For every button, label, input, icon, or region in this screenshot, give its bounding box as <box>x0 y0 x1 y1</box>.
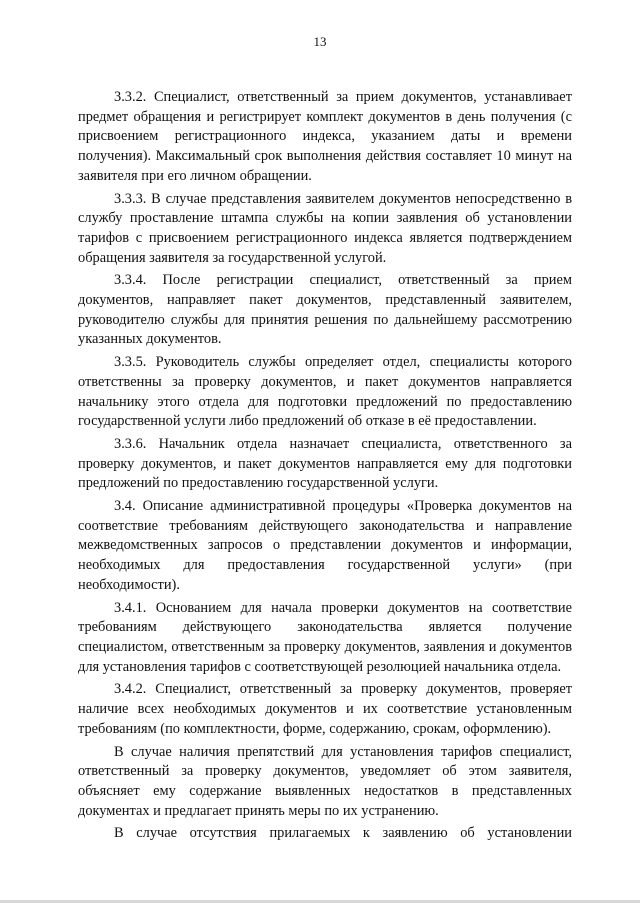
paragraph-3-3-5: 3.3.5. Руководитель службы определяет отдел, специалисты которого ответственны за проверку документов, и пакет документов направляется начальнику этого отдела для подготовки предложений по предоставлению государственной услуги либо предложений об отказе в её предоставлении. <box>78 354 572 430</box>
paragraph-3-4-2: 3.4.2. Специалист, ответственный за проверку документов, проверяет наличие всех необходимых документов и их соответствие установленным требованиям (по комплектности, форме, содержанию, срокам, оформлению). <box>78 681 572 737</box>
paragraph-3-3-2: 3.3.2. Специалист, ответственный за прием документов, устанавливает предмет обращения и регистрирует комплект документов в день получения (с присвоением регистрационного индекса, указанием даты и времени получения). Максимальный срок выполнения действия составляет 10 минут на заявителя при его личном обращении. <box>78 89 572 184</box>
paragraph-3-3-4: 3.3.4. После регистрации специалист, ответственный за прием документов, направляет пакет документов, представленный заявителем, руководителю службы для принятия решения по дальнейшему рассмотрению указанных документов. <box>78 272 572 348</box>
paragraph-3-4: 3.4. Описание административной процедуры «Проверка документов на соответствие требованиям действующего законодательства и направление межведомственных запросов о представлении документов и информации, необходимых для предоставления государственной услуги» (при необходимости). <box>78 498 572 593</box>
paragraph-3-3-6: 3.3.6. Начальник отдела назначает специалиста, ответственного за проверку документов, и пакет документов направляется ему для подготовки предложений по предоставлению государственной услуги. <box>78 435 572 492</box>
scan-edge-divider <box>0 900 640 903</box>
paragraph-3-3-3: 3.3.3. В случае представления заявителем документов непосредственно в службу проставление штампа службы на копии заявления об установлении тарифов с присвоением регистрационного индекса является подтверждением обращения заявителя за государственной услугой. <box>78 190 572 266</box>
paragraph-absence: В случае отсутствия прилагаемых к заявлению об установлении <box>114 825 572 842</box>
page-number: 13 <box>313 34 327 49</box>
paragraph-3-4-1: 3.4.1. Основанием для начала проверки документов на соответствие требованиям действующего законодательства является получение специалистом, ответственным за проверку документов, заявления и документов для установления тарифов с соответствующей резолюцией начальника отдела. <box>78 599 572 675</box>
document-body <box>78 88 572 847</box>
paragraph-obstacles: В случае наличия препятствий для установления тарифов специалист, ответственный за проверку документов, уведомляет об этом заявителя, объясняет ему содержание выявленных недостатков в представленных документах и предлагает принять меры по их устранению. <box>78 743 572 819</box>
